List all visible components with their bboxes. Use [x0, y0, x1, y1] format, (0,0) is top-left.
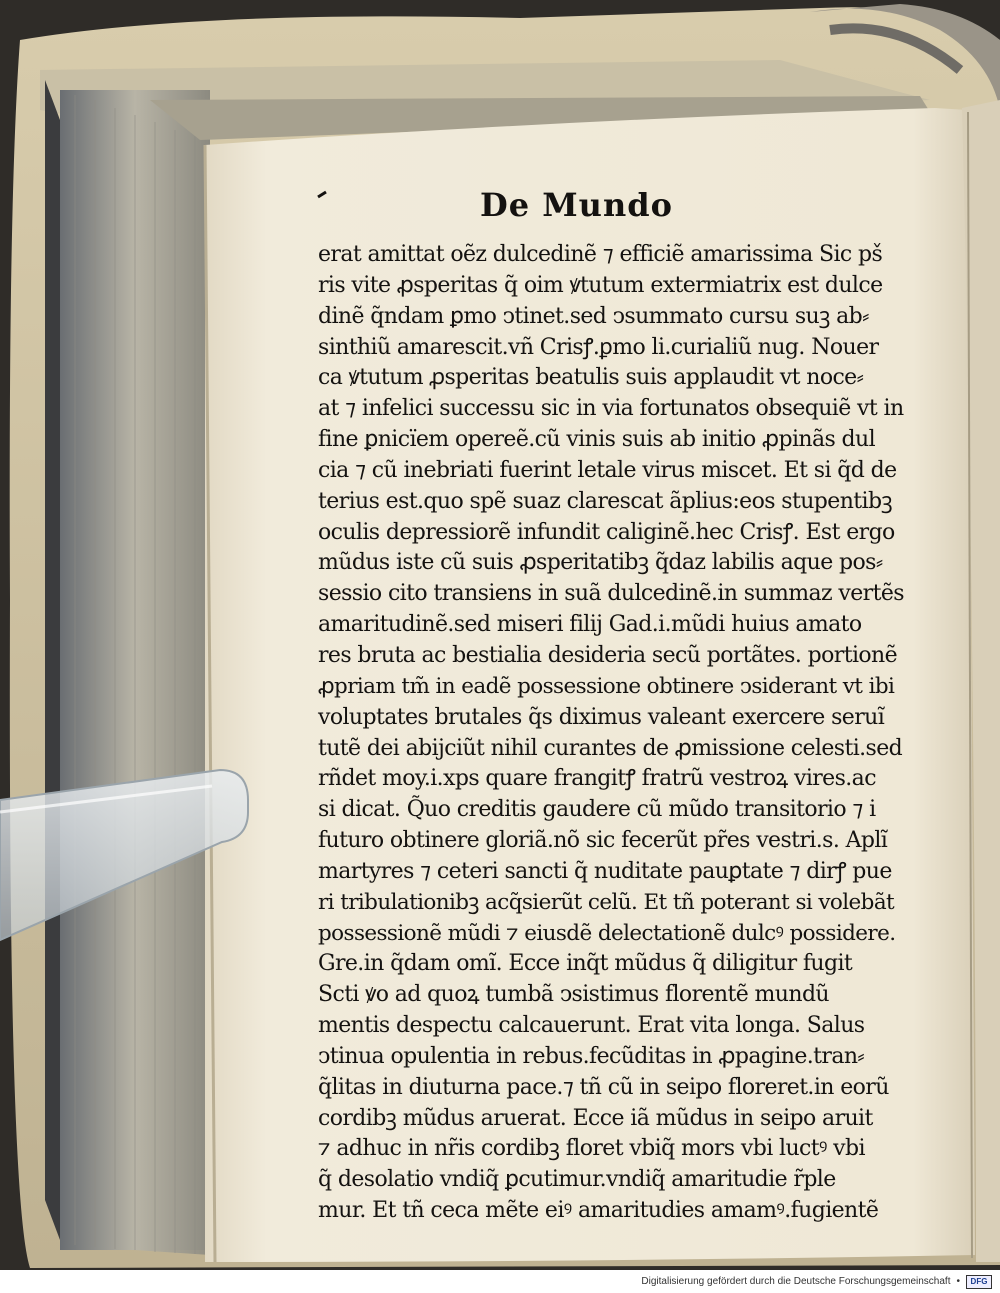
- text-line: mentis despectu calcauerunt. Erat vita longa. Salus: [318, 1013, 865, 1039]
- text-line: futuro obtinere gloriã.nõ sic fecerũt pr̃es vestri.s. Aplĩ: [318, 828, 888, 854]
- text-line: erat amittat oẽz dulcedinẽ ⁊ efficiẽ amarissima Sic pš: [318, 242, 883, 267]
- text-line: dinẽ q̃ndam ꝑmo ↄtinet.sed ↄsummato cursu suꝫ ab⸗: [318, 303, 869, 329]
- text-line: cordibꝫ mũdus aruerat. Ecce iã mũdus in seipo aruit: [318, 1105, 873, 1131]
- text-line: ri tribulationibꝫ acq̃sierũt celũ. Et tñ poterant si volebãt: [318, 889, 895, 915]
- text-line: ⁊ adhuc in nr̃is cordibꝫ floret vbiq̃ mors vbi luctꝰ vbi: [318, 1136, 865, 1162]
- text-line: sessio cito transiens in suã dulcedinẽ.in summaz vertẽs: [318, 581, 904, 607]
- text-line: res bruta ac bestialia desideria secũ portãtes. portionẽ: [318, 642, 898, 668]
- text-line: voluptates brutales q̃s diximus valeant exercere seruĩ: [318, 704, 885, 730]
- text-line: mur. Et tñ ceca mẽte eiꝰ amaritudies amamꝰ.fugientẽ: [318, 1198, 879, 1224]
- text-line: si dicat. Q̃uo creditis gaudere cũ mũdo transitorio ⁊ i: [318, 797, 876, 823]
- text-line: tutẽ dei abijciũt nihil curantes de ꝓmissione celesti.sed: [318, 735, 903, 761]
- text-line: q̃ desolatio vndiq̃ ꝑcutimur.vndiq̃ amaritudie r̃ple: [318, 1167, 836, 1193]
- text-block: [318, 240, 906, 1224]
- text-line: mũdus iste cũ suis ꝓsperitatibꝫ q̃daz labilis aque pos⸗: [318, 550, 883, 576]
- text-line: ris vite ꝓsperitas q̃ oim ꝟtutum extermiatrix est dulce: [318, 272, 883, 298]
- dfg-logo: DFG: [966, 1275, 992, 1289]
- text-line: cia ⁊ cũ inebriati fuerint letale virus miscet. Et si q̃d de: [318, 457, 897, 483]
- text-line: ↄtinua opulentia in rebus.fecũditas in ꝓpagine.tran⸗: [318, 1043, 865, 1069]
- text-line: Scti ꝟo ad quoꝝ tumbã ↄsistimus florentẽ mundũ: [318, 982, 829, 1008]
- footer-bar: [0, 1270, 1000, 1293]
- text-line: q̃litas in diuturna pace.⁊ tñ cũ in seipo floreret.in eorũ: [318, 1074, 889, 1100]
- text-line: at ⁊ infelici successu sic in via fortunatos obsequiẽ vt in: [318, 396, 904, 422]
- running-title: De Mundo: [480, 186, 673, 224]
- footer-credit: Digitalisierung gefördert durch die Deutsche Forschungsgemeinschaft: [641, 1276, 951, 1287]
- text-line: rñdet moy.i.xps quare frangitꝭ fratrũ vestroꝝ vires.ac: [318, 766, 876, 792]
- text-line: fine ꝑnicïem opereẽ.cũ vinis suis ab initio ꝓpinãs dul: [318, 427, 876, 453]
- text-line: possessionẽ mũdi ⁊ eiusdẽ delectationẽ dulcꝰ possidere.: [318, 920, 896, 946]
- text-line: ca ꝟtutum ꝓsperitas beatulis suis applaudit vt noce⸗: [318, 365, 864, 391]
- text-line: sinthiũ amarescit.vñ Crisꝭ.ꝑmo li.curialiũ nug. Nouer: [318, 334, 879, 360]
- text-lines: [318, 240, 906, 1227]
- text-line: amaritudinẽ.sed miseri filij Gad.i.mũdi huius amato: [318, 612, 862, 638]
- text-line: oculis depressiorẽ infundit caliginẽ.hec Crisꝭ. Est ergo: [318, 519, 895, 545]
- footer-separator: •: [956, 1276, 960, 1287]
- text-line: terius est.quo spẽ suaz clarescat ãplius:eos stupentibꝫ: [318, 488, 893, 514]
- text-line: ꝓpriam tm̃ in eadẽ possessione obtinere ↄsiderant vt ibi: [318, 673, 895, 699]
- text-line: martyres ⁊ ceteri sancti q̃ nuditate pauꝑtate ⁊ dirꝭ pue: [318, 858, 892, 884]
- text-line: Gre.in q̃dam omĩ. Ecce inq̃t mũdus q̃ diligitur fugit: [318, 951, 853, 977]
